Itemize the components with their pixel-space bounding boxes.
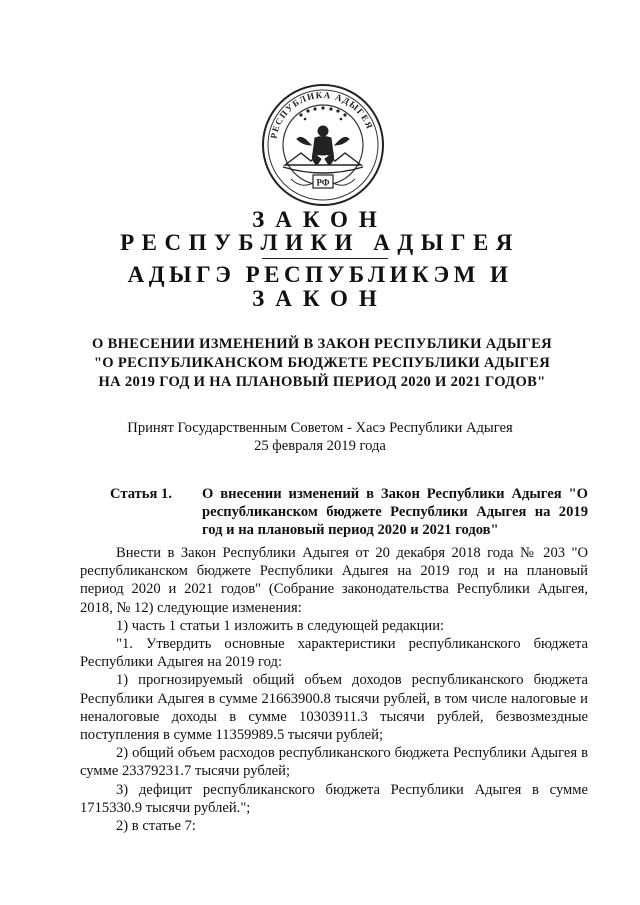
- adyghe-republic-title: АДЫГЭ РЕСПУБЛИКЭМ И: [127, 262, 513, 287]
- article-title: О внесении изменений в Закон Республики Адыгея "О республиканском бюджете Республики Адыгея на 2019 год и на плановый период 2020 и 2021 годов": [202, 486, 588, 538]
- paragraph: "1. Утвердить основные характеристики республиканского бюджета Республики Адыгея на 2019 год:: [80, 636, 588, 671]
- heading-line: НА 2019 ГОД И НА ПЛАНОВЫЙ ПЕРИОД 2020 И 2021 ГОДОВ": [98, 374, 546, 390]
- adoption-note: [0, 419, 640, 455]
- paragraph: 2) общий объем расходов республиканского бюджета Республики Адыгея в сумме 23379231.7 тысячи рублей;: [80, 745, 588, 780]
- heading-line: "О РЕСПУБЛИКАНСКОМ БЮДЖЕТЕ РЕСПУБЛИКИ АДЫГЕЯ: [93, 355, 551, 371]
- adygea-coat-of-arms-icon: [261, 83, 385, 207]
- article-body: [80, 544, 588, 835]
- republic-title: РЕСПУБЛИКИ АДЫГЕЯ: [120, 230, 520, 255]
- title-divider: [262, 258, 388, 259]
- law-title: ЗАКОН: [252, 207, 388, 232]
- article-label: Статья 1.: [110, 486, 172, 502]
- emblem-ring-text: РЕСПУБЛИКА АДЫГЕЯ: [268, 89, 376, 140]
- adyghe-law-title: ЗАКОН: [252, 286, 388, 311]
- heading-line: О ВНЕСЕНИИ ИЗМЕНЕНИЙ В ЗАКОН РЕСПУБЛИКИ АДЫГЕЯ: [92, 336, 552, 352]
- law-heading: [80, 335, 564, 392]
- paragraph: 1) часть 1 статьи 1 изложить в следующей редакции:: [116, 617, 445, 634]
- adoption-date: 25 февраля 2019 года: [254, 438, 386, 454]
- adoption-body: Принят Государственным Советом - Хасэ Республики Адыгея: [127, 420, 513, 436]
- emblem-bottom-text: РФ: [316, 177, 330, 188]
- paragraph: 1) прогнозируемый общий объем доходов республиканского бюджета Республики Адыгея в сумме 21663900.8 тысячи рублей, в том числе налоговые и неналоговые доходы в сумме 10303911.3 тысячи рублей, безвозмездные поступления в сумме 11359989.5 тысячи рублей;: [80, 672, 588, 744]
- paragraph: Внести в Закон Республики Адыгея от 20 декабря 2018 года № 203 "О республиканском бюджете Республики Адыгея на 2019 год и на плановый период 2020 и 2021 годов" (Собрание законодательства Республики Адыгея, 2018, № 12) следующие изменения:: [80, 545, 588, 616]
- paragraph: 2) в статье 7:: [116, 818, 196, 835]
- paragraph: 3) дефицит республиканского бюджета Республики Адыгея в сумме 1715330.9 тысячи рублей.";: [80, 781, 588, 816]
